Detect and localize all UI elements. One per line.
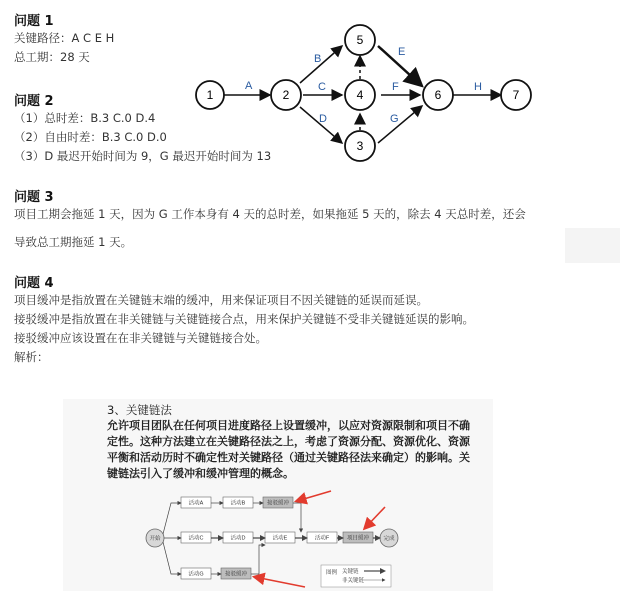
highlight-arrow-feeding-buffer-2 — [255, 577, 305, 587]
link-buffer-e — [251, 545, 265, 574]
q2-total-float: （1）总时差：B.3 C.0 D.4 — [14, 111, 156, 125]
project-buffer-label: 项目缓冲 — [346, 535, 370, 542]
q4-feeding-buffer-placement: 接驳缓冲应该设置在在非关键链与关键链接合处。 — [14, 331, 267, 345]
q3-line-2: 导致总工期拖延 1 天。 — [14, 235, 133, 249]
question-3 — [14, 186, 526, 224]
node-1-label: 1 — [206, 88, 214, 102]
q3-line-1: 项目工期会拖延 1 天，因为 G 工作本身有 4 天的总时差，如果拖延 5 天的，除去 4 天总时差，还会 — [14, 207, 526, 221]
q2-latest-start: （3）D 最迟开始时间为 9，G 最迟开始时间为 13 — [14, 149, 272, 163]
edge-label-h: H — [474, 81, 482, 93]
q1-critical-path: 关键路径：A C E H — [14, 31, 115, 45]
q4-feeding-buffer: 接驳缓冲是指放置在非关键链与关键链接合点，用来保护关键链不受非关键链延误的影响。 — [14, 312, 474, 326]
start-node-label: 开始 — [149, 536, 161, 542]
node-3 — [345, 131, 375, 161]
activity-a-label: 活动A — [188, 500, 204, 507]
end-node-label: 完成 — [383, 536, 395, 542]
embedded-excerpt — [63, 399, 493, 591]
link-buffer-f — [293, 503, 301, 532]
legend-noncritical-label: 非关键链 — [342, 578, 365, 584]
network-diagram — [190, 18, 550, 168]
q2-free-float: （2）自由时差：B.3 C.0 D.0 — [14, 130, 167, 144]
node-1 — [196, 81, 224, 109]
critical-chain-diagram — [63, 399, 493, 591]
legend-title: 图例 — [326, 570, 338, 576]
activity-f-label: 活动F — [314, 535, 330, 542]
feeding-buffer-1-label: 接驳缓冲 — [266, 500, 290, 507]
edge-label-b: B — [314, 53, 322, 65]
q4-heading: 问题 4 — [14, 276, 54, 291]
highlight-arrow-feeding-buffer-1 — [297, 491, 331, 501]
activity-g-label: 活动G — [188, 571, 204, 578]
node-6 — [423, 80, 453, 110]
activity-e-label: 活动E — [272, 535, 288, 542]
highlight-arrow-project-buffer — [365, 507, 385, 528]
node-2 — [271, 80, 301, 110]
legend-critical-label: 关键链 — [342, 569, 359, 575]
edge-label-a: A — [245, 80, 253, 92]
node-3-label: 3 — [356, 139, 364, 153]
edge-label-f: F — [392, 81, 399, 93]
q4-project-buffer: 项目缓冲是指放置在关键链末端的缓冲，用来保证项目不因关键链的延误而延误。 — [14, 293, 428, 307]
activity-d-label: 活动D — [230, 535, 246, 542]
link-start-a — [163, 503, 181, 534]
node-2-label: 2 — [282, 88, 290, 102]
node-7 — [501, 80, 531, 110]
edge-label-g: G — [390, 113, 399, 125]
link-start-g — [163, 542, 181, 574]
q1-heading: 问题 1 — [14, 14, 54, 29]
question-4 — [14, 272, 474, 367]
q1-total-duration: 总工期：28 天 — [14, 50, 90, 64]
node-4-label: 4 — [356, 88, 364, 102]
scan-gap — [565, 228, 620, 263]
q3-heading: 问题 3 — [14, 190, 54, 205]
node-6-label: 6 — [434, 88, 442, 102]
activity-b-label: 活动B — [230, 500, 246, 507]
q2-heading: 问题 2 — [14, 94, 54, 109]
edge-label-e: E — [398, 46, 406, 58]
activity-c-label: 活动C — [188, 535, 204, 542]
question-1 — [14, 10, 114, 67]
node-7-label: 7 — [512, 88, 520, 102]
edge-label-d: D — [319, 113, 327, 125]
node-5 — [345, 25, 375, 55]
node-5-label: 5 — [356, 33, 364, 47]
node-4 — [345, 80, 375, 110]
q4-analysis-label: 解析： — [14, 350, 49, 364]
edge-label-c: C — [318, 81, 326, 93]
excerpt-title: 3、关键链法 — [107, 403, 172, 417]
feeding-buffer-2-label: 接驳缓冲 — [224, 571, 248, 578]
excerpt-paragraph: 允许项目团队在任何项目进度路径上设置缓冲，以应对资源限制和项目不确定性。这种方法建立在关键路径法之上，考虑了资源分配、资源优化、资源平衡和活动历时不确定性对关键路径（通过关键路径法来确定）的影响。关键链法引入了缓冲和缓冲管理的概念。 — [107, 419, 470, 480]
edge-g — [378, 106, 422, 143]
